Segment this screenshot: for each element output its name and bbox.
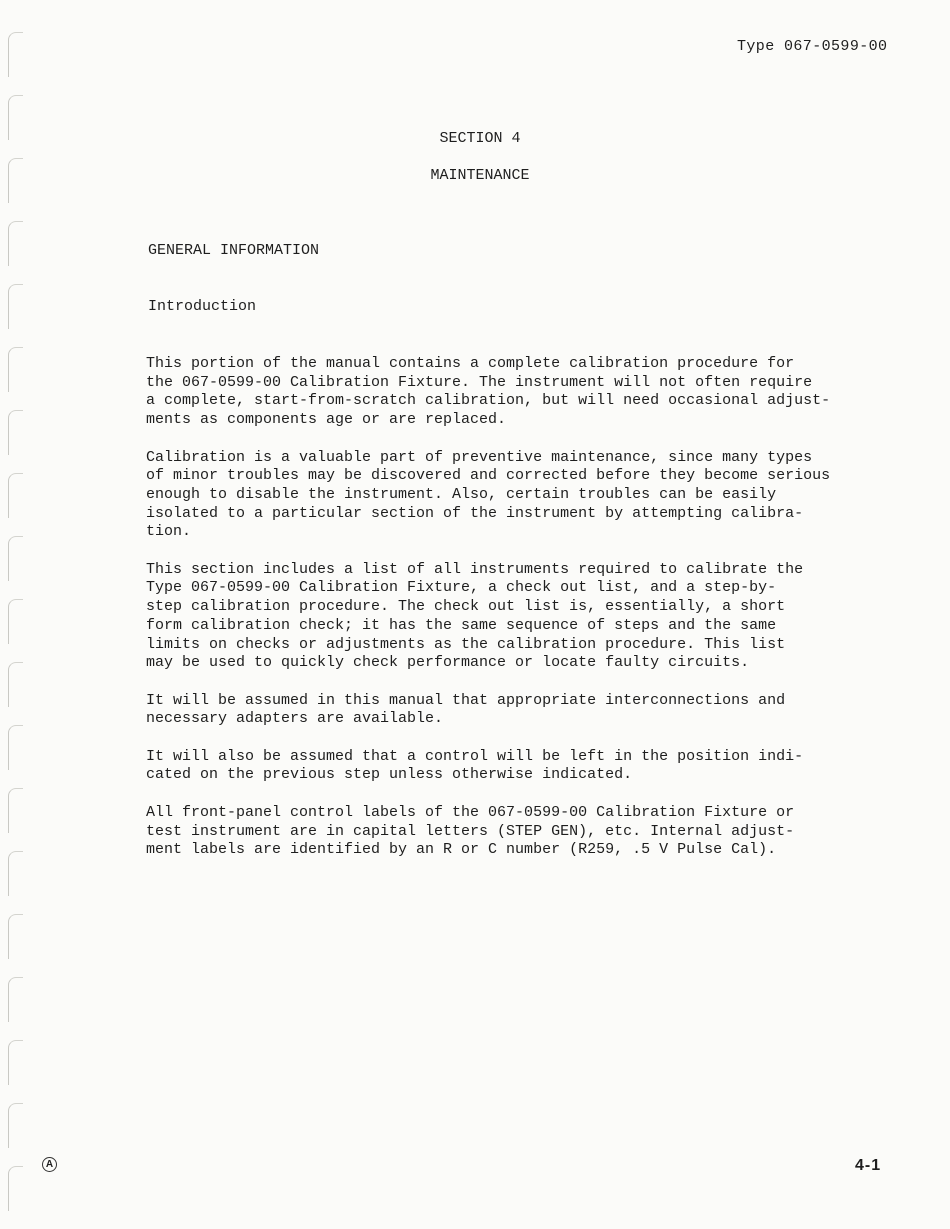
paragraph: This portion of the manual contains a complete calibration procedure for the 067-0599-00 Calibration Fixture. The instrument will not often require a complete, start-from-scratch calibration, but will need occasional adjust- ments as components age or are replaced. — [146, 355, 831, 429]
paragraph: Calibration is a valuable part of preventive maintenance, since many types of minor troubles may be discovered and corrected before they become serious enough to disable the instrument. Also, certain troubles can be easily isolated to a particular section of the instrument by attempting calibra- tion. — [146, 448, 831, 541]
binding-mark — [8, 914, 23, 959]
binding-mark — [8, 725, 23, 770]
binding-mark — [8, 599, 23, 644]
paragraph: It will be assumed in this manual that appropriate interconnections and necessary adapters are available. — [146, 691, 786, 728]
binding-mark — [8, 410, 23, 455]
section-number: SECTION 4 — [439, 130, 521, 147]
paragraph: This section includes a list of all instruments required to calibrate the Type 067-0599-00 Calibration Fixture, a check out list, and a step-by- step calibration procedure. The check out list is, essentially, a short form calibration check; it has the same sequence of steps and the same limits on checks or adjustments as the calibration procedure. This list may be used to quickly check performance or locate faulty circuits. — [146, 560, 804, 672]
introduction-body — [146, 355, 866, 879]
section-title: MAINTENANCE — [430, 167, 530, 184]
binding-mark — [8, 977, 23, 1022]
binding-mark — [8, 284, 23, 329]
binding-mark — [8, 851, 23, 896]
revision-letter: A — [45, 1159, 54, 1170]
paragraph: All front-panel control labels of the 067-0599-00 Calibration Fixture or test instrument are in capital letters (STEP GEN), etc. Internal adjust- ment labels are identified by an R or C number (R259, .5 V Pulse Cal). — [146, 803, 795, 859]
binding-hole-marks — [0, 0, 40, 1229]
binding-mark — [8, 347, 23, 392]
binding-mark — [8, 221, 23, 266]
binding-mark — [8, 32, 23, 77]
circled-revision-mark — [42, 1157, 57, 1172]
page-number: 4-1 — [855, 1157, 882, 1174]
document-type-number: Type 067-0599-00 — [737, 38, 888, 55]
introduction-subheading: Introduction — [148, 298, 257, 315]
paragraph: It will also be assumed that a control will be left in the position indi- cated on the previous step unless otherwise indicated. — [146, 747, 804, 784]
binding-mark — [8, 1040, 23, 1085]
binding-mark — [8, 662, 23, 707]
binding-mark — [8, 788, 23, 833]
binding-mark — [8, 1103, 23, 1148]
general-information-heading: GENERAL INFORMATION — [148, 242, 320, 259]
binding-mark — [8, 536, 23, 581]
binding-mark — [8, 1166, 23, 1211]
binding-mark — [8, 473, 23, 518]
